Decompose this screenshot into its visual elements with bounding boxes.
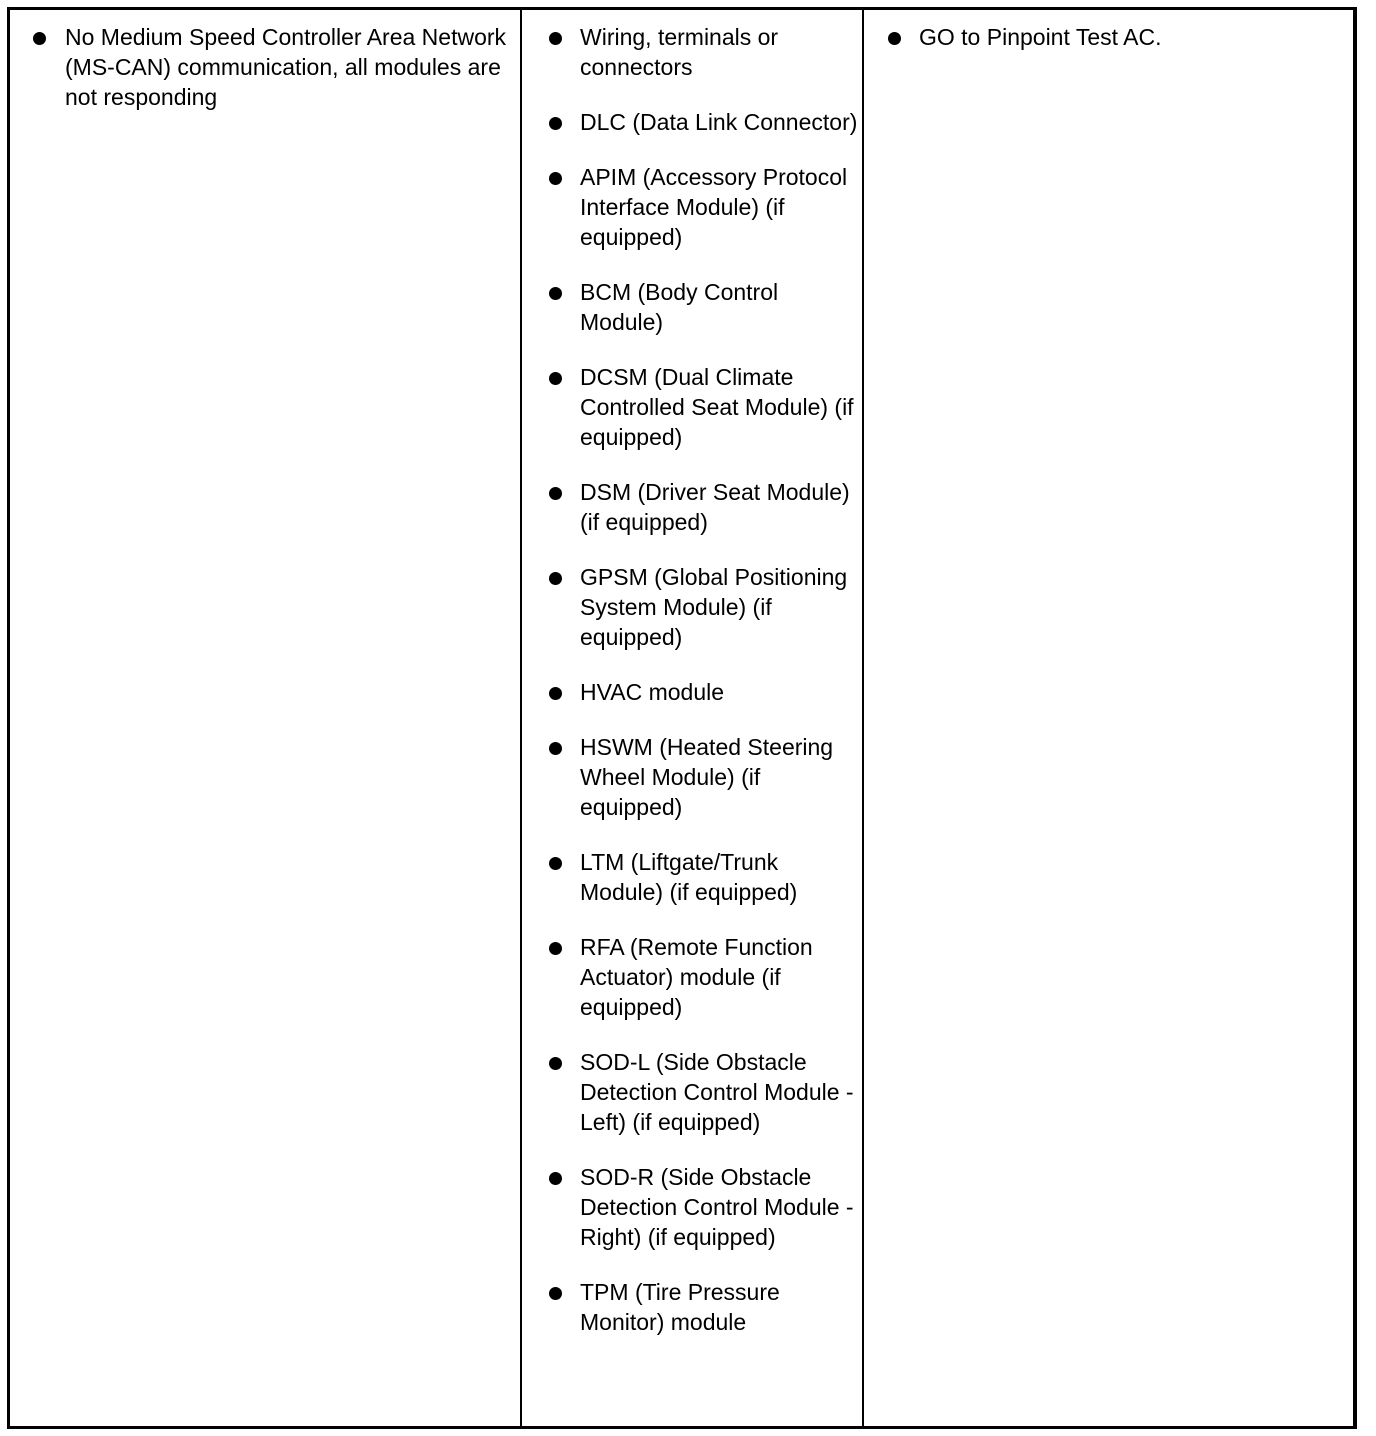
bullet-icon (549, 32, 562, 45)
bullet-icon (549, 1057, 562, 1070)
bullet-icon (549, 172, 562, 185)
source-text: HVAC module (580, 679, 725, 705)
bullet-icon (549, 942, 562, 955)
source-text: DCSM (Dual Climate Controlled Seat Module) (if equipped) (580, 364, 854, 450)
source-item (522, 107, 862, 137)
source-item (522, 477, 862, 537)
action-list (864, 10, 1353, 52)
source-text: RFA (Remote Function Actuator) module (if equipped) (580, 934, 813, 1020)
source-item (522, 1277, 862, 1337)
source-item (522, 562, 862, 652)
source-item (522, 1047, 862, 1137)
bullet-icon (549, 1287, 562, 1300)
condition-item (10, 22, 520, 112)
bullet-icon (33, 32, 46, 45)
source-text: APIM (Accessory Protocol Interface Module) (if equipped) (580, 164, 848, 250)
source-item (522, 1162, 862, 1252)
bullet-icon (549, 857, 562, 870)
possible-sources-list (522, 10, 862, 1337)
source-text: SOD-L (Side Obstacle Detection Control Module - Left) (if equipped) (580, 1049, 854, 1135)
source-text: Wiring, terminals or connectors (580, 24, 779, 80)
source-item (522, 677, 862, 707)
condition-list (10, 10, 520, 112)
action-text: GO to Pinpoint Test AC. (919, 24, 1162, 50)
source-text: HSWM (Heated Steering Wheel Module) (if equipped) (580, 734, 834, 820)
source-text: LTM (Liftgate/Trunk Module) (if equipped) (580, 849, 798, 905)
action-item (864, 22, 1353, 52)
bullet-icon (549, 572, 562, 585)
source-item (522, 22, 862, 82)
source-text: GPSM (Global Positioning System Module) (if equipped) (580, 564, 848, 650)
source-item (522, 932, 862, 1022)
bullet-icon (549, 117, 562, 130)
bullet-icon (549, 687, 562, 700)
bullet-icon (549, 1172, 562, 1185)
condition-cell (10, 10, 522, 1426)
source-item (522, 277, 862, 337)
source-text: SOD-R (Side Obstacle Detection Control Module - Right) (if equipped) (580, 1164, 854, 1250)
bullet-icon (888, 32, 901, 45)
source-text: DLC (Data Link Connector) (580, 109, 858, 135)
condition-text: No Medium Speed Controller Area Network (MS-CAN) communication, all modules are not responding (65, 24, 507, 110)
bullet-icon (549, 372, 562, 385)
source-item (522, 847, 862, 907)
source-text: BCM (Body Control Module) (580, 279, 779, 335)
bullet-icon (549, 487, 562, 500)
bullet-icon (549, 742, 562, 755)
source-text: DSM (Driver Seat Module) (if equipped) (580, 479, 850, 535)
source-item (522, 162, 862, 252)
diagnostic-table (7, 7, 1357, 1429)
possible-sources-cell (522, 10, 864, 1426)
source-item (522, 362, 862, 452)
source-text: TPM (Tire Pressure Monitor) module (580, 1279, 780, 1335)
bullet-icon (549, 287, 562, 300)
action-cell (864, 10, 1353, 1426)
source-item (522, 732, 862, 822)
